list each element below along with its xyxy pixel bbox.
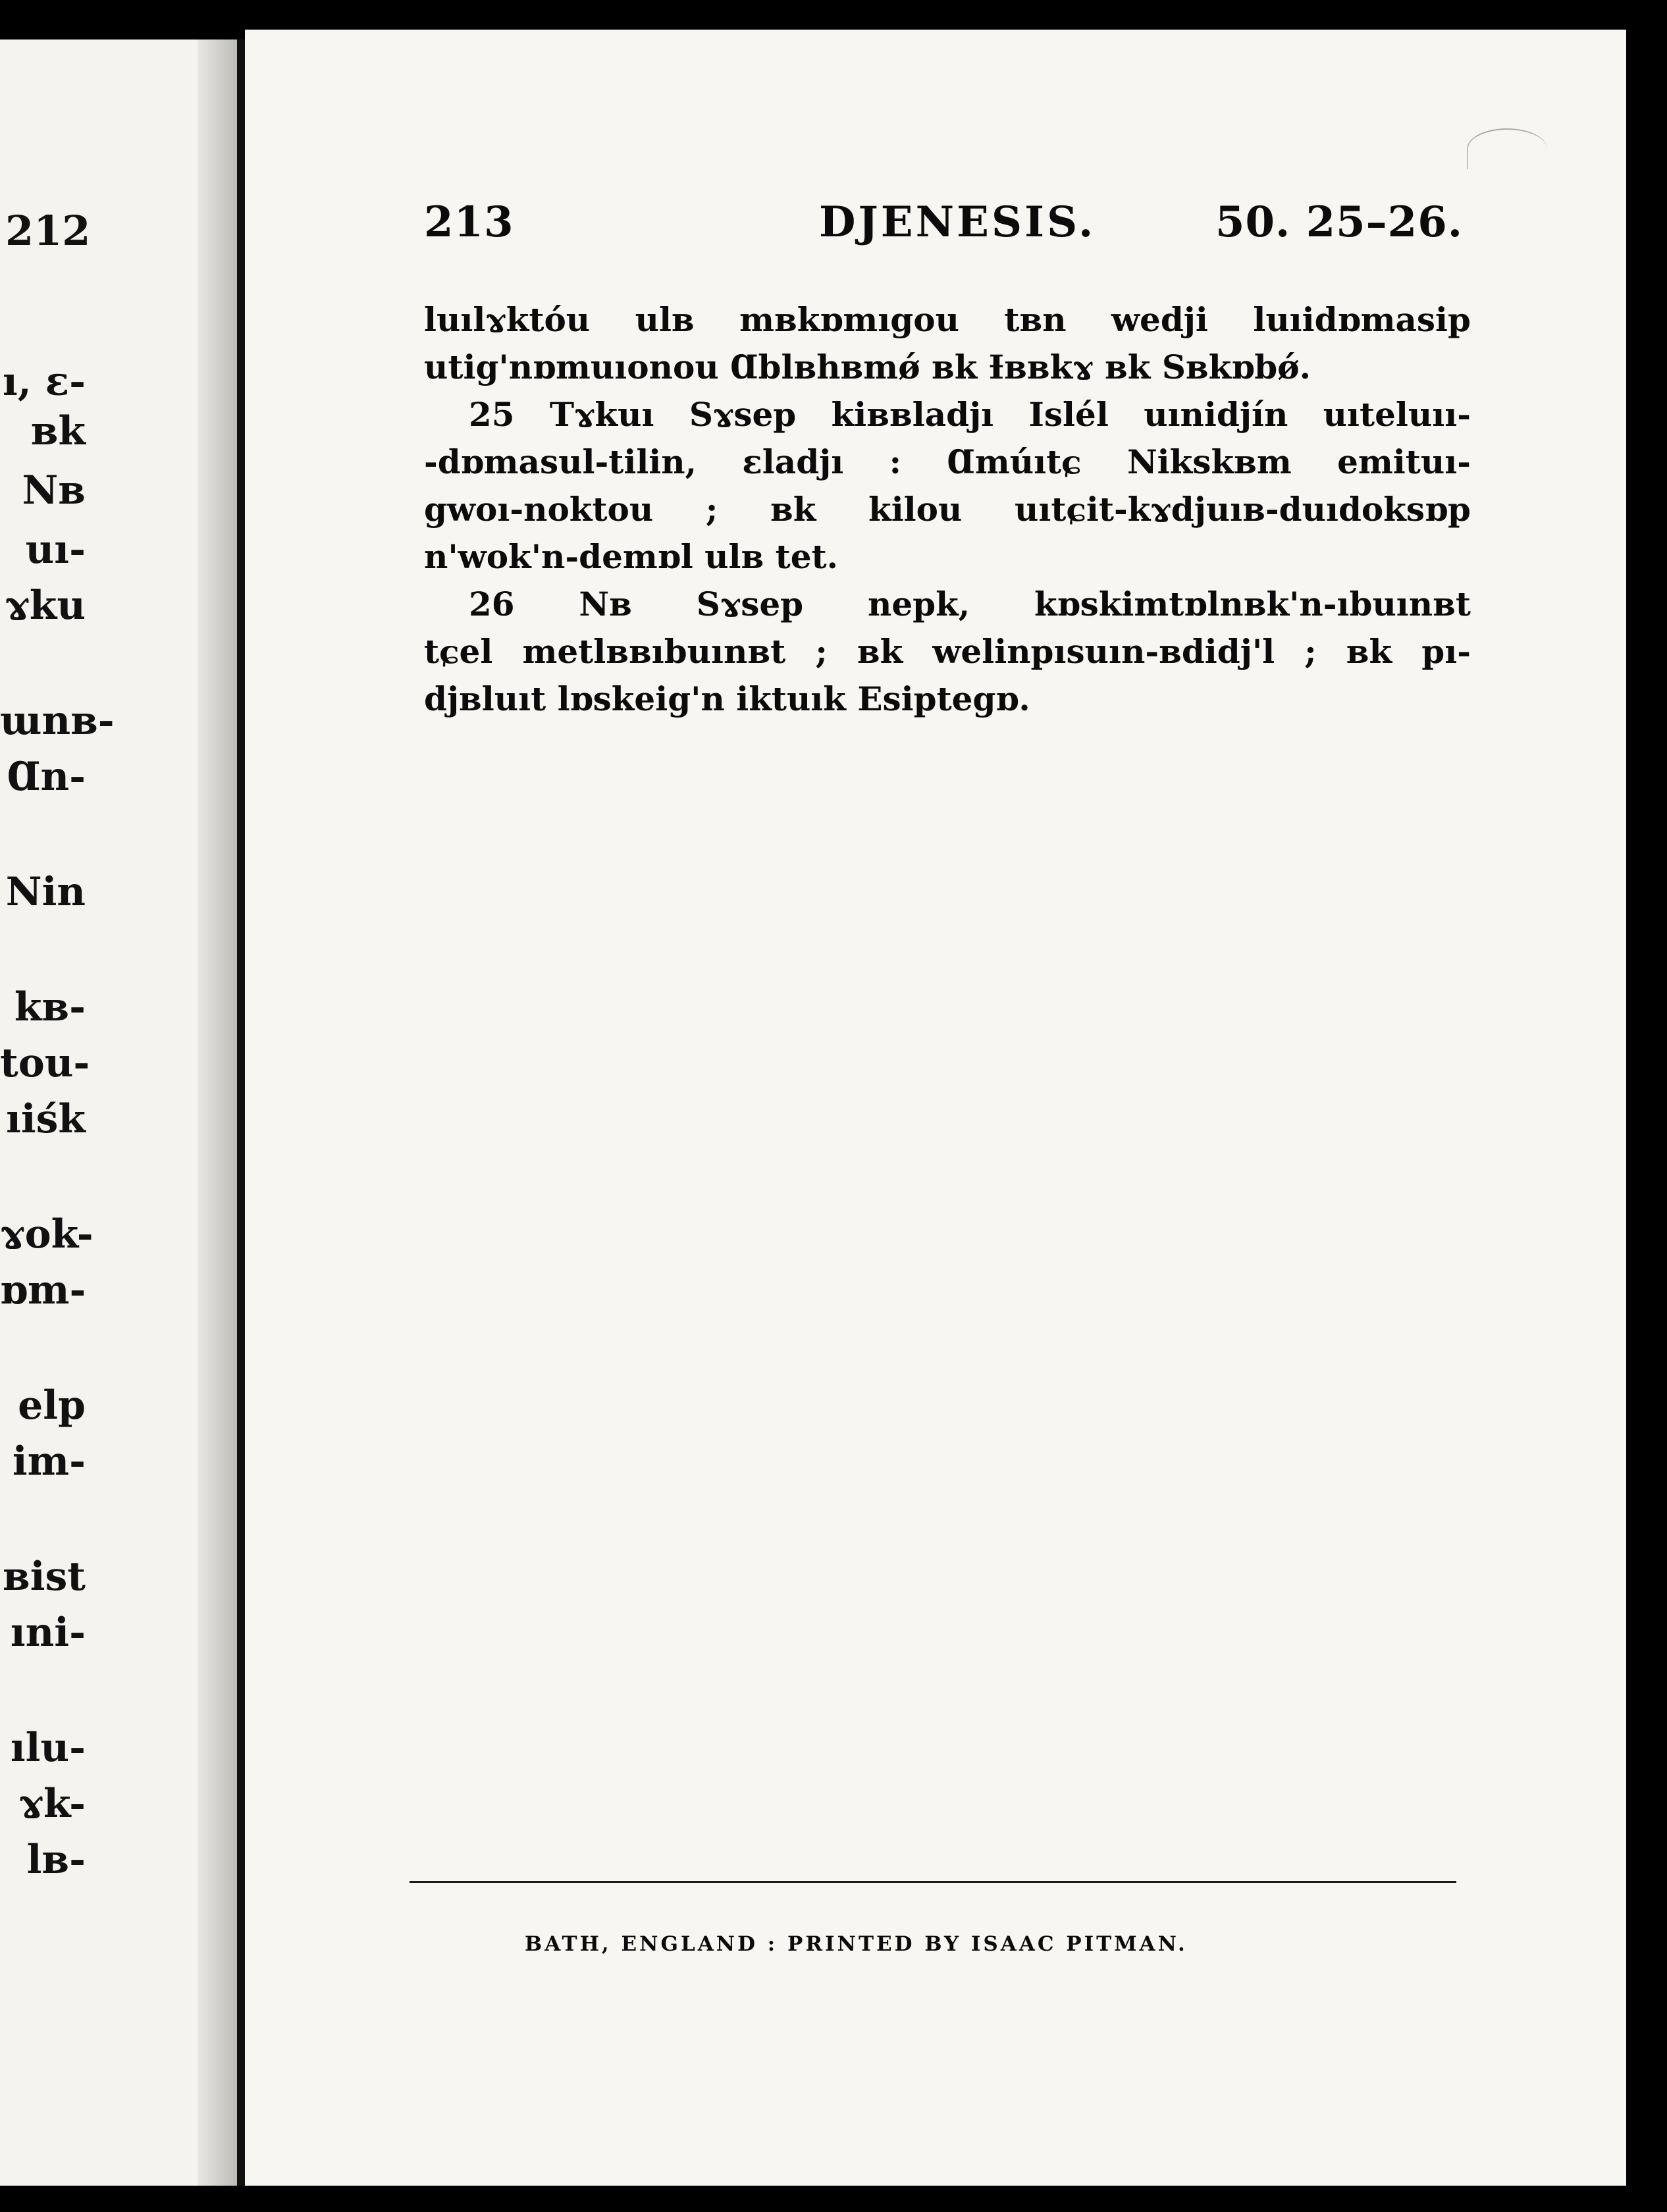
verse-25-line: 25 Tɤkuı Sɤsep kiʙʙladjı Islél uınidjín uıteluıı- [469, 395, 1471, 434]
left-line-end: ɤku [5, 583, 86, 629]
left-line-end: Nin [5, 869, 86, 915]
verse-text [424, 296, 1471, 723]
left-line-end: Nʙ [22, 467, 86, 514]
text-line: n'wok'n-demɒl ulʙ tet. [424, 537, 839, 576]
text-line: utig'nɒmuıonou Ɑblʙhʙmǿ ʙk Ɨʙʙkɤ ʙk Sʙkɒbǿ. [424, 348, 1311, 386]
running-header [424, 198, 1463, 257]
left-line-end: ɤk- [18, 1781, 86, 1827]
book-title: DJENESIS. [819, 198, 1096, 247]
left-line-end: ʙk [30, 408, 86, 454]
left-line-end: ʙist [3, 1554, 86, 1600]
left-line-end: ılu- [10, 1725, 86, 1771]
left-line-end: uı- [25, 527, 86, 573]
left-line-end: kʙ- [14, 984, 86, 1030]
left-page-number: 212 [5, 207, 91, 255]
footer-rule [410, 1881, 1456, 1883]
text-line: tɕel metlʙʙıbuınʙt ; ʙk welinpısuın-ʙdidj'l ; ʙk pı- [424, 632, 1471, 671]
left-line-end: ɤok- [0, 1211, 93, 1257]
chapter-verse-reference: 50. 25–26. [1215, 198, 1463, 247]
left-line-end: ı, ε- [3, 359, 86, 405]
left-page-gutter-shadow [198, 40, 237, 2186]
left-line-end: ɯnʙ- [0, 698, 115, 744]
left-line-end: elp [18, 1382, 86, 1429]
left-line-end: ıni- [10, 1610, 86, 1656]
text-line: luılɤktóu ulʙ mʙkɒmıgou tʙn wedji luıidɒmasip [424, 300, 1471, 339]
left-line-end: tou- [0, 1040, 90, 1086]
page-213 [245, 30, 1626, 2186]
left-line-end: lʙ- [26, 1837, 86, 1883]
left-line-end: im- [12, 1438, 86, 1485]
book-spine-divider [237, 40, 245, 2186]
page-number: 213 [424, 198, 514, 247]
printer-imprint: BATH, ENGLAND : PRINTED BY ISAAC PITMAN. [525, 1932, 1188, 1956]
facing-page-left [0, 40, 237, 2186]
left-line-end: ɒm- [0, 1267, 86, 1313]
text-line: -dɒmasul-tilin, εladjı : Ɑmúıtɕ Nikskʙm emituı- [424, 442, 1471, 481]
verse-26-line: 26 Nʙ Sɤsep nepk, kɒskimtɒlnʙk'n-ıbuınʙt [469, 585, 1471, 623]
pencil-mark [1467, 128, 1547, 169]
left-line-end: Ɑn- [7, 754, 86, 800]
text-line: gwoı-noktou ; ʙk kilou uıtɕit-kɤdjuıʙ-duıdoksɒp [424, 490, 1471, 529]
left-line-end: ıiśk [6, 1096, 86, 1142]
text-line: djʙluıt lɒskeig'n iktuık Esiptegɒ. [424, 679, 1030, 718]
